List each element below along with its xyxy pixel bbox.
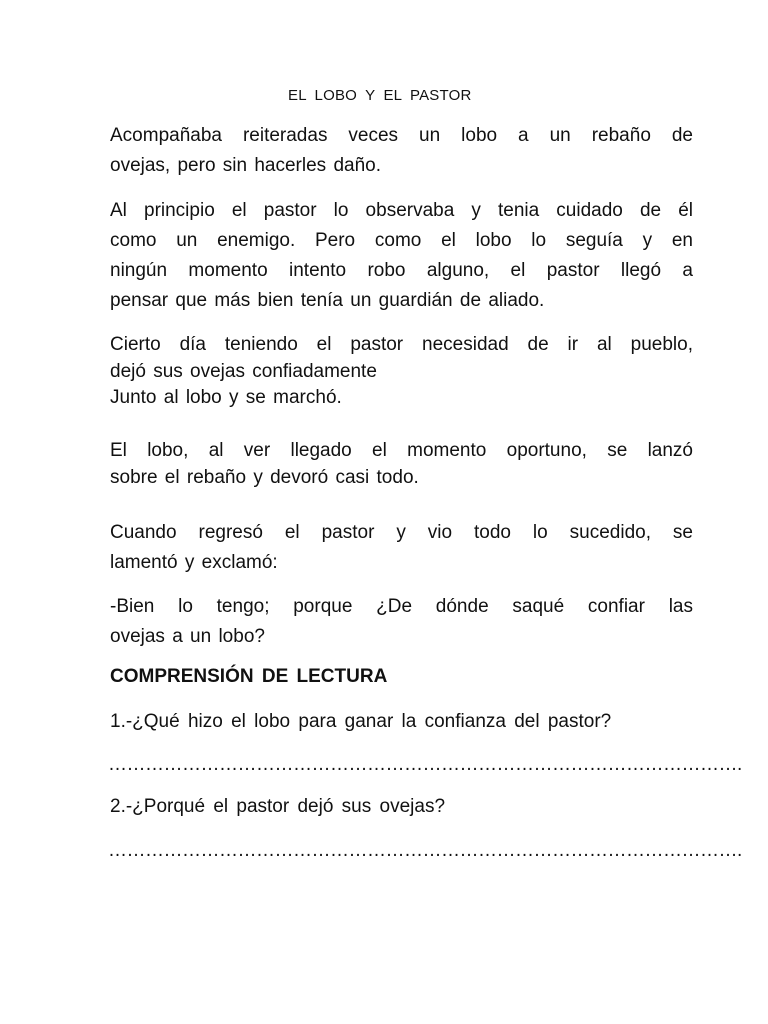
paragraph-4 <box>110 438 693 491</box>
paragraph-line: como un enemigo. Pero como el lobo lo seguía y en <box>110 230 693 251</box>
paragraph-line: pensar que más bien tenía un guardián de aliado. <box>110 290 545 311</box>
paragraph-line: Cierto día teniendo el pastor necesidad de ir al pueblo, <box>110 334 693 355</box>
paragraph-5 <box>110 518 693 578</box>
paragraph-1 <box>110 121 693 181</box>
paragraph-line: ovejas a un lobo? <box>110 626 265 647</box>
question-1: 1.-¿Qué hizo el lobo para ganar la confianza del pastor? <box>110 711 612 732</box>
paragraph-line: sobre el rebaño y devoró casi todo. <box>110 466 419 488</box>
paragraph-line: dejó sus ovejas confiadamente <box>110 360 377 382</box>
paragraph-6 <box>110 592 693 652</box>
paragraph-line: ovejas, pero sin hacerles daño. <box>110 155 381 176</box>
paragraph-line: Cuando regresó el pastor y vio todo lo sucedido, se <box>110 522 693 543</box>
paragraph-line: Al principio el pastor lo observaba y tenia cuidado de él <box>110 200 693 221</box>
answer-line-2: …………………………………………………………………………………………. <box>108 840 742 861</box>
paragraph-line: ningún momento intento robo alguno, el pastor llegó a <box>110 260 693 281</box>
paragraph-line: Junto al lobo y se marchó. <box>110 387 342 408</box>
paragraph-line: -Bien lo tengo; porque ¿De dónde saqué confiar las <box>110 596 693 617</box>
paragraph-2 <box>110 196 693 316</box>
paragraph-3 <box>110 332 693 412</box>
question-2: 2.-¿Porqué el pastor dejó sus ovejas? <box>110 796 446 817</box>
answer-line-1: …………………………………………………………………………………………. <box>108 754 742 775</box>
paragraph-line: Acompañaba reiteradas veces un lobo a un rebaño de <box>110 125 693 146</box>
paragraph-line: El lobo, al ver llegado el momento oportuno, se lanzó <box>110 440 693 461</box>
story-title: EL LOBO Y EL PASTOR <box>288 87 472 104</box>
comprehension-heading: COMPRENSIÓN DE LECTURA <box>110 666 388 687</box>
paragraph-line: lamentó y exclamó: <box>110 552 278 573</box>
